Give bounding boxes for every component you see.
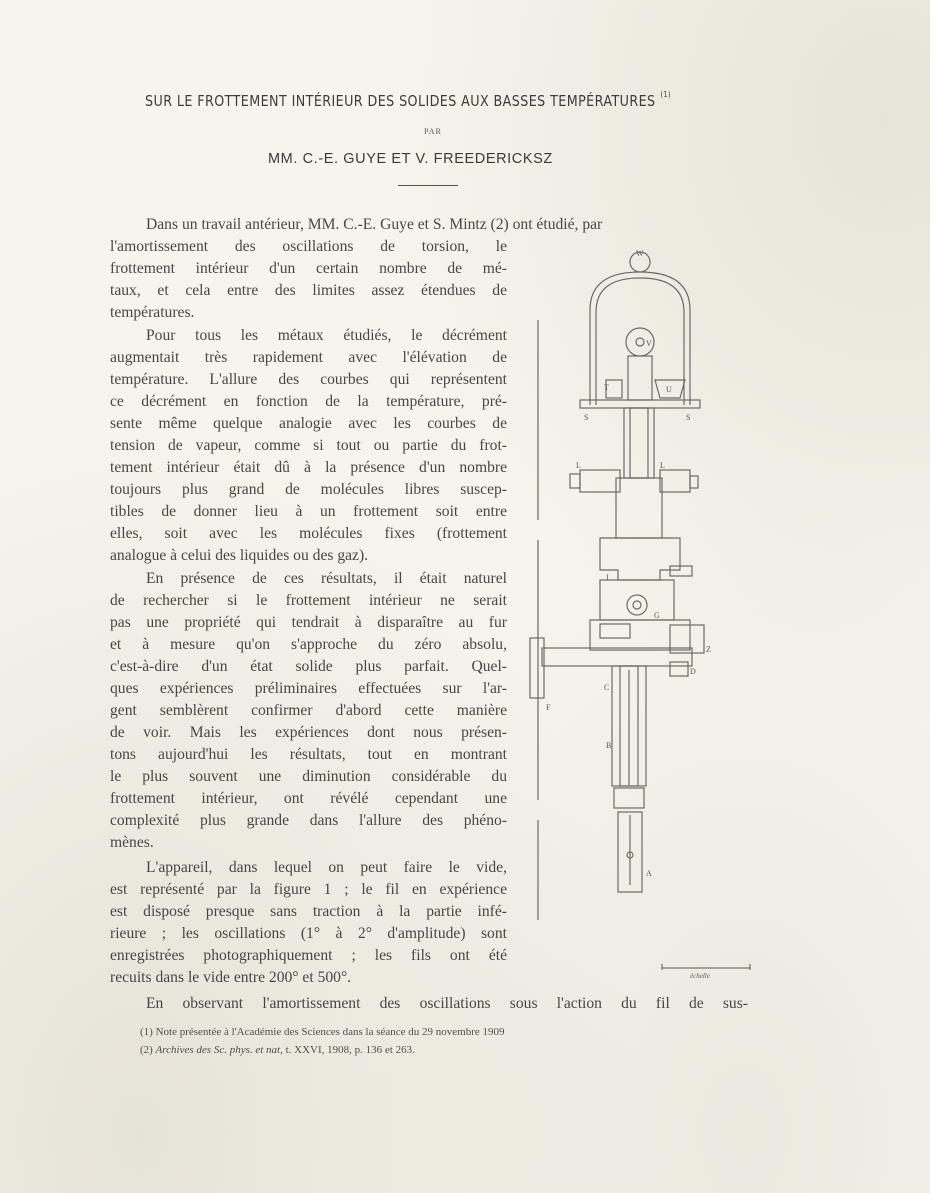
footnote-1	[140, 1026, 505, 1038]
body-line: Pour tous les métaux étudiés, le décrément	[146, 327, 507, 344]
svg-text:G: G	[654, 611, 660, 620]
body-line: frottement intérieur, ont révélé cependant une	[110, 790, 507, 807]
svg-text:I: I	[606, 573, 609, 582]
body-line: c'est-à-dire d'un état solide plus parfait. Quel-	[110, 658, 507, 675]
svg-text:Z: Z	[706, 645, 711, 654]
authors: MM. C.-E. GUYE ET V. FREEDERICKSZ	[268, 151, 553, 167]
svg-text:L: L	[576, 461, 581, 470]
body-line: Dans un travail antérieur, MM. C.-E. Guye et S. Mintz (2) ont étudié, par	[146, 216, 603, 233]
svg-text:U: U	[666, 385, 672, 394]
body-line: augmentait très rapidement avec l'élévation de	[110, 349, 507, 366]
apparatus-figure	[520, 240, 740, 920]
body-line: sente même quelque analogie avec les courbes de	[110, 415, 507, 432]
body-line: gent semblèrent confirmer d'abord cette manière	[110, 702, 507, 719]
scale-label: échelle	[690, 972, 710, 980]
footnote-text: , t. XXVI, 1908, p. 136 et 263.	[280, 1044, 415, 1056]
base-plate	[580, 400, 700, 408]
svg-text:V: V	[646, 339, 652, 348]
par-label: PAR	[424, 127, 442, 136]
body-line: En présence de ces résultats, il était naturel	[146, 570, 507, 587]
body-line: rieure ; les oscillations (1° à 2° d'amplitude) sont	[110, 925, 507, 942]
svg-text:L: L	[660, 461, 665, 470]
scale-bar	[660, 960, 760, 980]
upper-tube	[624, 408, 654, 478]
svg-text:B: B	[606, 741, 612, 750]
footnote-text: Note présentée à l'Académie des Sciences dans la séance du 29 novembre 1909	[155, 1026, 505, 1038]
article-title	[145, 90, 671, 110]
svg-text:T: T	[604, 383, 609, 392]
body-line: elles, soit avec les molécules fixes (frottement	[110, 525, 507, 542]
chamber	[600, 580, 674, 620]
svg-text:F: F	[546, 703, 551, 712]
body-line: température. L'allure des courbes qui représentent	[110, 371, 507, 388]
body-line: enregistrées photographiquement ; les fils ont été	[110, 947, 507, 964]
body-line: est représenté par la figure 1 ; le fil en expérience	[110, 881, 507, 898]
body-line: frottement intérieur d'un certain nombre de mé-	[110, 260, 507, 277]
title-rule	[398, 185, 458, 186]
body-line: tons aujourd'hui les résultats, tout en montrant	[110, 746, 507, 763]
main-column	[616, 478, 662, 538]
svg-text:S: S	[584, 413, 589, 422]
footnote-journal: Archives des Sc. phys. et nat	[155, 1044, 281, 1056]
body-line: recuits dans le vide entre 200° et 500°.	[110, 969, 352, 986]
body-line: toujours plus grand de molécules libres suscep-	[110, 481, 507, 498]
body-line: températures.	[110, 304, 195, 321]
svg-text:A: A	[646, 869, 652, 878]
body-line: ce décrément en fonction de la température, pré-	[110, 393, 507, 410]
body-line: complexité plus grande dans l'allure des phéno-	[110, 812, 507, 829]
footnote-mark: (2)	[140, 1044, 153, 1056]
title-footnote-mark: (1)	[660, 90, 671, 99]
body-line: et à mesure qu'on s'approche du zéro absolu,	[110, 636, 507, 653]
body-line: tibles de donner lieu à un frottement soit entre	[110, 503, 507, 520]
body-line: est disposé presque sans traction à la partie infé-	[110, 903, 507, 920]
body-line: L'appareil, dans lequel on peut faire le vide,	[146, 859, 507, 876]
svg-text:S: S	[686, 413, 691, 422]
title-text: SUR LE FROTTEMENT INTÉRIEUR DES SOLIDES AUX BASSES TEMPÉRATURES	[145, 92, 656, 110]
body-line: En observant l'amortissement des oscillations sous l'action du fil de sus-	[146, 995, 748, 1012]
side-pipe	[530, 638, 544, 698]
body-line: pas une propriété qui tendrait à disparaître au fur	[110, 614, 507, 631]
body-line: tement intérieur était dû à la présence d'un nombre	[110, 459, 507, 476]
body-line: mènes.	[110, 834, 154, 851]
svg-text:C: C	[604, 683, 610, 692]
body-line: de voir. Mais les expériences dont nous présen-	[110, 724, 507, 741]
side-arm-right	[660, 470, 690, 492]
side-arm-left	[580, 470, 620, 492]
footnote-mark: (1)	[140, 1026, 153, 1038]
body-line: tension de vapeur, comme si tout ou partie du frot-	[110, 437, 507, 454]
body-line: ques expériences préliminaires effectuées sur l'ar-	[110, 680, 507, 697]
svg-text:D: D	[690, 667, 696, 676]
z-block	[670, 625, 704, 653]
footnote-2	[140, 1044, 415, 1056]
svg-text:W: W	[636, 249, 644, 258]
body-line: le plus souvent une diminution considérable du	[110, 768, 507, 785]
body-line: analogue à celui des liquides ou des gaz).	[110, 547, 369, 564]
body-line: taux, et cela entre des limites assez étendues de	[110, 282, 507, 299]
body-line: l'amortissement des oscillations de torsion, le	[110, 238, 507, 255]
body-line: de rechercher si le frottement intérieur ne serait	[110, 592, 507, 609]
